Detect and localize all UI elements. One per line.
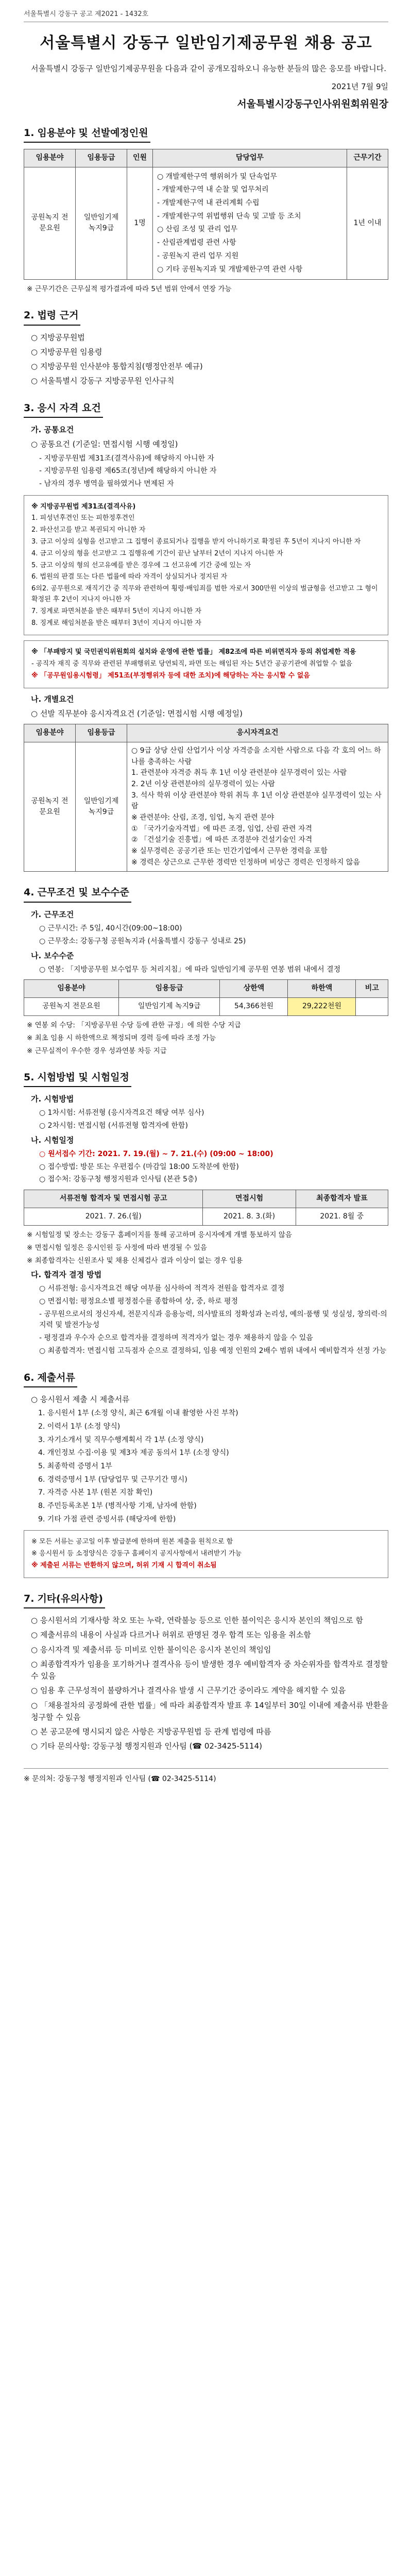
notice-item: ○ 본 공고문에 명시되지 않은 사항은 지방공무원법 등 관계 법령에 따름 <box>31 1727 271 1737</box>
law-item: ○ 지방공무원법 <box>31 332 85 342</box>
text-line: ○ 면접시험: 평정요소별 평정점수를 종합하여 상, 중, 하로 평정 <box>39 1297 238 1306</box>
positions-table <box>24 149 388 280</box>
subsection-title: 나. 개별요건 <box>31 694 74 704</box>
table-header: 임용등급 <box>118 980 220 998</box>
box-line: ※ 모든 서류는 공고일 이후 발급분에 한하며 원본 제출을 원칙으로 함 <box>31 1538 233 1546</box>
text-line: ○ 원서접수 기간: 2021. 7. 19.(월) ~ 7. 21.(수) (09:00 ~ 18:00) <box>39 1149 273 1158</box>
text-line: - 평정결과 우수자 순으로 합격자를 결정하며 적격자가 없는 경우 채용하지 않을 수 있음 <box>39 1334 313 1343</box>
pay-note: ※ 연봉 외 수당: 「지방공무원 수당 등에 관한 규정」에 의한 수당 지급 <box>27 1021 242 1029</box>
notice-item: ○ 「채용절차의 공정화에 관한 법률」에 따라 최종합격자 발표 후 14일부터 30일 이내에 제출서류 반환을 청구할 수 있음 <box>31 1700 388 1722</box>
text-line: ○ 접수처: 강동구청 행정지원과 인사팀 (본관 5층) <box>39 1175 197 1184</box>
text-line: - 지방공무원 임용령 제65조(정년)에 해당하지 아니한 자 <box>39 467 217 476</box>
list-item: 6. 경력증명서 1부 (담당업무 및 근무기간 명시) <box>38 1475 187 1484</box>
req-line: ② 「건설기술 진흥법」에 따른 조경분야 건설기술인 자격 <box>131 836 313 844</box>
subsection-title: 가. 근무조건 <box>31 909 74 919</box>
schedule-note: ※ 최종합격자는 신원조사 및 채용 신체검사 결과 이상이 없는 경우 임용 <box>27 1257 243 1265</box>
table-cell: 29,222천원 <box>288 998 356 1016</box>
box-line: 1. 피성년후견인 또는 피한정후견인 <box>31 514 135 522</box>
pay-note: ※ 최초 임용 시 하한액으로 책정되며 경력 등에 따라 조정 가능 <box>27 1033 216 1042</box>
box-line: 7. 징계로 파면처분을 받은 때부터 5년이 지나지 아니한 자 <box>31 607 202 615</box>
duty-line: - 개발제한구역 내 순찰 및 업무처리 <box>157 185 269 194</box>
section-6 <box>24 1370 388 1387</box>
duties-cell <box>153 167 347 280</box>
text-line: ○ 2차시험: 면접시험 (서류전형 합격자에 한함) <box>39 1121 188 1130</box>
document-list <box>24 1408 388 1525</box>
text-line: ○ 접수방법: 방문 또는 우편접수 (마감일 18:00 도착분에 한함) <box>39 1162 239 1171</box>
section-5 <box>24 1070 388 1087</box>
section-4-title: 4. 근무조건 및 보수수준 <box>24 885 131 902</box>
section-1-title: 1. 임용분야 및 선발예정인원 <box>24 126 150 143</box>
text-line: ○ 1차시험: 서류전형 (응시자격요건 해당 여부 심사) <box>39 1109 204 1117</box>
req-line: ① 「국가기술자격법」에 따른 조경, 임업, 산림 관련 자격 <box>131 824 313 833</box>
table-header: 최종합격자 발표 <box>296 1190 388 1208</box>
subsection-title: 나. 보수수준 <box>31 951 74 960</box>
section-6-title: 6. 제출서류 <box>24 1370 77 1387</box>
box-line: ※ 「공무원임용시험령」 제51조(부정행위자 등에 대한 조치)에 해당하는 자는 응시할 수 없음 <box>31 671 310 680</box>
box-line: 4. 금고 이상의 형을 선고받고 그 집행유예 기간이 끝난 날부터 2년이 지나지 아니한 자 <box>31 549 283 557</box>
schedule-note: ※ 면접시험 일정은 응시인원 등 사정에 따라 변경될 수 있음 <box>27 1244 207 1252</box>
table-header: 인원 <box>127 149 153 167</box>
law-item: ○ 지방공무원 인사분야 통합지침(행정안전부 예규) <box>31 362 203 371</box>
intro-text: 서울특별시 강동구 일반임기제공무원을 다음과 같이 공개모집하오니 유능한 분들의 많은 응모를 바랍니다. <box>31 63 387 73</box>
duty-line: ○ 산림 조성 및 관리 업무 <box>157 225 238 234</box>
salary-table <box>24 979 388 1015</box>
notice-item: ○ 제출서류의 내용이 사실과 다르거나 허위로 판명된 경우 합격 또는 임용을 취소함 <box>31 1630 311 1640</box>
table-header: 응시자격요건 <box>127 724 388 742</box>
req-line: ※ 경력은 상근으로 근무한 경력만 인정하며 비상근 경력은 인정하지 않음 <box>131 858 360 867</box>
text-line: ○ 최종합격자: 면접시험 고득점자 순으로 결정하되, 임용 예정 인원의 2배수 범위 내에서 예비합격자 선정 가능 <box>39 1346 387 1355</box>
box-line: 5. 금고 이상의 형의 선고유예를 받은 경우에 그 선고유예 기간 중에 있는 자 <box>31 561 251 569</box>
text-line: ○ 선발 직무분야 응시자격요건 (기준일: 면접시험 시행 예정일) <box>31 708 243 718</box>
table-header: 임용등급 <box>76 149 127 167</box>
section-5-title: 5. 시험방법 및 시험일정 <box>24 1070 131 1087</box>
grade-cell: 일반임기제 녹지9급 <box>76 742 127 872</box>
text-line: ○ 연봉: 「지방공무원 보수업무 등 처리지침」에 따라 일반임기제 공무원 연봉 범위 내에서 결정 <box>39 965 341 974</box>
duty-line: ○ 기타 공원녹지과 및 개발제한구역 관련 사항 <box>157 265 303 274</box>
req-line: 3. 석사 학위 이상 관련분야 학위 취득 후 1년 이상 관련분야 실무경력이 있는 사람 <box>131 791 382 811</box>
table-cell: 2021. 7. 26.(월) <box>24 1208 203 1226</box>
requirements-table <box>24 724 388 872</box>
text-line: ○ 근무시간: 주 5일, 40시간(09:00~18:00) <box>39 924 182 933</box>
box-line: - 공직자 재직 중 직무와 관련된 부패행위로 당연퇴직, 파면 또는 해임된 자는 5년간 공공기관에 취업할 수 없음 <box>31 660 353 668</box>
notice-item: ○ 기타 문의사항: 강동구청 행정지원과 인사팀 (☎ 02-3425-5114) <box>31 1741 262 1751</box>
subsection-title: 나. 시험일정 <box>31 1135 74 1145</box>
list-item: 1. 응시원서 1부 (소정 양식, 최근 6개월 이내 촬영한 사진 부착) <box>38 1409 238 1418</box>
text-line: ○ 공통요건 (기준일: 면접시험 시행 예정일) <box>31 439 178 449</box>
list-item: 8. 주민등록초본 1부 (병적사항 기재, 남자에 한함) <box>38 1502 197 1510</box>
duty-line: - 개발제한구역 위법행위 단속 및 고발 등 조치 <box>157 212 301 221</box>
table-row <box>24 167 388 280</box>
duty-line: - 개발제한구역 내 관리계획 수립 <box>157 199 260 208</box>
box-line: ※ 응시원서 등 소정양식은 강동구 홈페이지 공지사항에서 내려받기 가능 <box>31 1550 242 1558</box>
table-cell: 54,366천원 <box>220 998 288 1016</box>
list-item: 9. 기타 가점 관련 증빙서류 (해당자에 한함) <box>38 1515 176 1523</box>
notice-item: ○ 응시자격 및 제출서류 등 미비로 인한 불이익은 응시자 본인의 책임임 <box>31 1645 271 1654</box>
table-cell: 일반임기제 녹지9급 <box>118 998 220 1016</box>
table-cell <box>356 998 388 1016</box>
section-7 <box>24 1591 388 1608</box>
count-cell: 1명 <box>127 167 153 280</box>
disqualification-box <box>24 495 388 636</box>
table-cell: 공원녹지 전문요원 <box>24 998 119 1016</box>
table-header: 임용분야 <box>24 724 76 742</box>
text-line: - 공무원으로서의 정신자세, 전문지식과 응용능력, 의사발표의 정확성과 논리성, 예의·품행 및 성실성, 창의력·의지력 및 발전가능성 <box>39 1310 387 1330</box>
section-3-title: 3. 응시 자격 요건 <box>24 401 103 418</box>
req-line: ※ 관련분야: 산림, 조경, 임업, 녹지 관련 분야 <box>131 814 274 822</box>
documents-note-box <box>24 1530 388 1578</box>
requirements-cell <box>127 742 388 872</box>
box-line: ※ 「부패방지 및 국민권익위원회의 설치와 운영에 관한 법률」 제82조에 따른 비위면직자 등의 취업제한 적용 <box>31 648 356 656</box>
law-item: ○ 지방공무원 임용령 <box>31 347 102 357</box>
box-line: ※ 지방공무원법 제31조(결격사유) <box>31 502 136 511</box>
table-header: 임용등급 <box>76 724 127 742</box>
table-header: 임용분야 <box>24 980 119 998</box>
table-cell: 2021. 8월 중 <box>296 1208 388 1226</box>
table-header: 비고 <box>356 980 388 998</box>
list-item: 4. 개인정보 수집·이용 및 제3자 제공 동의서 1부 (소정 양식) <box>38 1449 229 1458</box>
footer-contact: ※ 문의처: 강동구청 행정지원과 인사팀 (☎ 02-3425-5114) <box>24 1768 388 1785</box>
pay-note: ※ 근무실적이 우수한 경우 성과연봉 차등 지급 <box>27 1046 167 1055</box>
table-header: 하한액 <box>288 980 356 998</box>
table-row <box>24 998 388 1016</box>
text-line: ○ 서류전형: 응시자격요건 해당 여부를 심사하여 적격자 전원을 합격자로 결정 <box>39 1284 285 1293</box>
schedule-table <box>24 1190 388 1226</box>
table-row <box>24 1208 388 1226</box>
subsection-title: 다. 합격자 결정 방법 <box>31 1270 102 1280</box>
field-cell: 공원녹지 전문요원 <box>24 167 76 280</box>
notice-item: ○ 최종합격자가 임용을 포기하거나 결격사유 등이 발생한 경우 예비합격자 중 차순위자를 합격자로 결정할 수 있음 <box>31 1659 388 1681</box>
text-line: - 남자의 경우 병역을 필하였거나 면제된 자 <box>39 479 174 488</box>
req-line: 2. 2년 이상 관련분야의 실무경력이 있는 사람 <box>131 779 275 788</box>
list-item: 5. 최종학력 증명서 1부 <box>38 1462 112 1470</box>
table-header: 서류전형 합격자 및 면접시험 공고 <box>24 1190 203 1208</box>
field-cell: 공원녹지 전문요원 <box>24 742 76 872</box>
text-line: ○ 근무장소: 강동구청 공원녹지과 (서울특별시 강동구 성내로 25) <box>39 937 246 945</box>
table-header: 면접시험 <box>203 1190 296 1208</box>
section-3 <box>24 401 388 418</box>
table-note: ※ 근무기간은 근무실적 평가결과에 따라 5년 범위 안에서 연장 가능 <box>27 285 232 294</box>
req-line: 1. 관련분야 자격증 취득 후 1년 이상 관련분야 실무경력이 있는 사람 <box>131 769 347 777</box>
req-line: ※ 실무경력은 공공기관 또는 민간기업에서 근무한 경력을 포함 <box>131 847 328 856</box>
section-2 <box>24 308 388 325</box>
announcement-date: 2021년 7월 9일 <box>331 81 388 91</box>
table-row <box>24 742 388 872</box>
section-2-title: 2. 법령 근거 <box>24 308 80 325</box>
box-line: 3. 금고 이상의 실형을 선고받고 그 집행이 종료되거나 집행을 받지 아니하기로 확정된 후 5년이 지나지 아니한 자 <box>31 537 361 546</box>
table-header: 담당업무 <box>153 149 347 167</box>
list-item: 7. 자격증 사본 1부 (원본 지참 확인) <box>38 1488 153 1497</box>
box-line: 8. 징계로 해임처분을 받은 때부터 3년이 지나지 아니한 자 <box>31 619 202 627</box>
schedule-note: ※ 시험일정 및 장소는 강동구 홈페이지를 통해 공고하며 응시자에게 개별 통보하지 않음 <box>27 1231 292 1240</box>
notice-item: ○ 응시원서의 기재사항 착오 또는 누락, 연락불능 등으로 인한 불이익은 응시자 본인의 책임으로 함 <box>31 1616 363 1625</box>
section-4 <box>24 885 388 902</box>
table-header: 근무기간 <box>347 149 388 167</box>
list-item: 2. 이력서 1부 (소정 양식) <box>38 1422 121 1431</box>
duty-line: ○ 개발제한구역 행위허가 및 단속업무 <box>157 172 277 181</box>
box-line: 6. 법원의 판결 또는 다른 법률에 따라 자격이 상실되거나 정지된 자 <box>31 573 228 581</box>
subsection-title: 가. 공통요건 <box>31 425 74 434</box>
box-line: 6의2. 공무원으로 재직기간 중 직무와 관련하여 횡령·배임죄를 범한 자로서 300만원 이상의 벌금형을 선고받고 그 형이 확정된 후 2년이 지나지 아니한 자 <box>31 585 378 603</box>
box-line: 2. 파산선고를 받고 복권되지 아니한 자 <box>31 526 146 534</box>
section-7-title: 7. 기타(유의사항) <box>24 1591 105 1608</box>
signer: 서울특별시강동구인사위원회위원장 <box>237 98 388 110</box>
subsection-title: 가. 시험방법 <box>31 1094 74 1104</box>
list-item: 3. 자기소개서 및 직무수행계획서 각 1부 (소정 양식) <box>38 1435 204 1444</box>
duty-line: - 산림관계법령 관련 사항 <box>157 239 236 247</box>
grade-cell: 일반임기제 녹지9급 <box>76 167 127 280</box>
req-line: ○ 9급 상당 산림 산업기사 이상 자격증을 소지한 사람으로 다음 각 호의 어느 하나를 충족하는 사람 <box>131 746 381 766</box>
text-line: ○ 응시원서 제출 시 제출서류 <box>31 1394 130 1404</box>
document-number: 서울특별시 강동구 공고 제2021 - 1432호 <box>24 9 388 22</box>
table-header: 임용분야 <box>24 149 76 167</box>
table-header: 상한액 <box>220 980 288 998</box>
text-line: - 지방공무원법 제31조(결격사유)에 해당하지 아니한 자 <box>39 454 215 463</box>
anti-corruption-box <box>24 640 388 688</box>
period-cell: 1년 이내 <box>347 167 388 280</box>
duty-line: - 공원녹지 관리 업무 지원 <box>157 251 239 260</box>
table-cell: 2021. 8. 3.(화) <box>203 1208 296 1226</box>
section-1 <box>24 126 388 143</box>
law-item: ○ 서울특별시 강동구 지방공무원 인사규칙 <box>31 376 175 386</box>
page-title: 서울특별시 강동구 일반임기제공무원 채용 공고 <box>40 34 372 53</box>
box-line: ※ 제출된 서류는 반환하지 않으며, 허위 기재 시 합격이 취소됨 <box>31 1561 217 1569</box>
notice-item: ○ 임용 후 근무성적이 불량하거나 결격사유 발생 시 근무기간 중이라도 계약을 해지할 수 있음 <box>31 1686 346 1696</box>
